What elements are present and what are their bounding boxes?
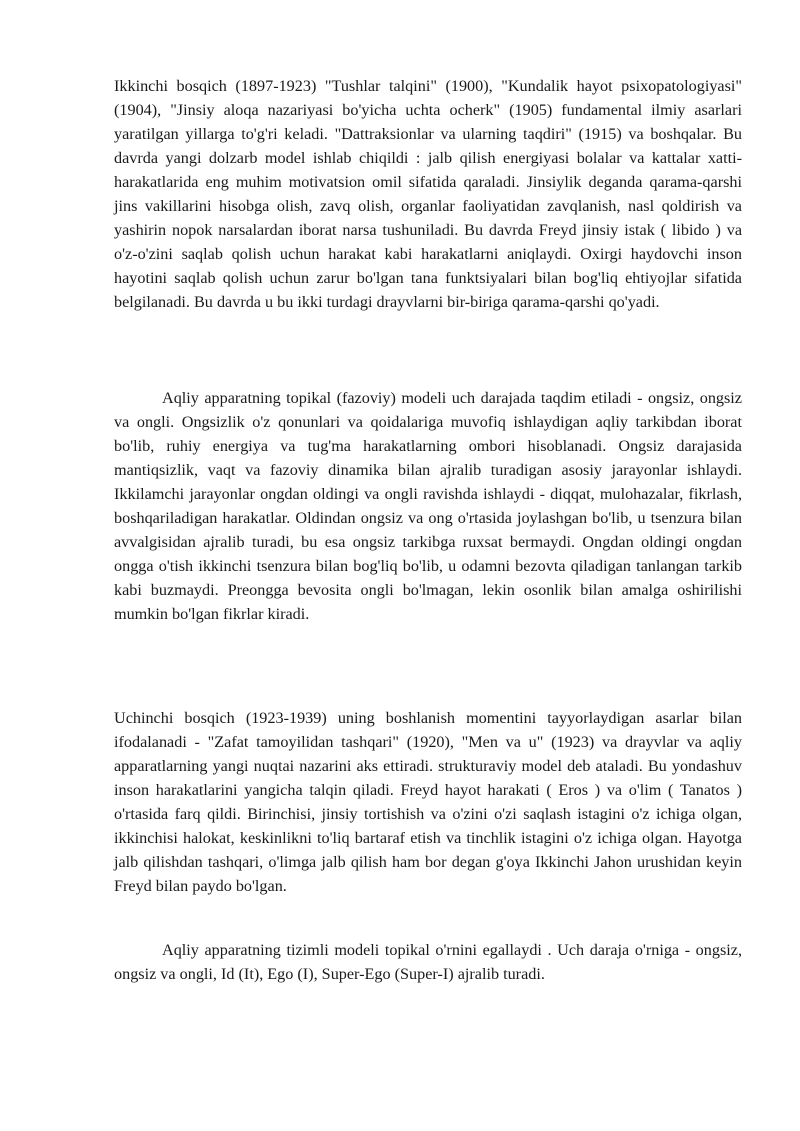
paragraph-text: Aqliy apparatning topikal (fazoviy) modeli uch darajada taqdim etiladi - ongsiz, ongsiz va ongli. Ongsizlik o'z qonunlari va qoidalariga muvofiq ishlaydigan aqliy tarkibdan iborat bo'lib, ruhiy energiya va tug'ma harakatlarning ombori hisoblanadi. Ongsiz darajasida mantiqsizlik, vaqt va fazoviy dinamika bilan ajralib turadigan asosiy jarayonlar ishlaydi. Ikkilamchi jarayonlar ongdan oldingi va ongli ravishda ishlaydi - diqqat, mulohazalar, fikrlash, boshqariladigan harakatlar. Oldindan ongsiz va ong o'rtasida joylashgan bo'lib, u tsenzura bilan avvalgisidan ajralib turadi, bu esa ongsiz tarkibga ruxsat bermaydi. Ongdan oldingi ongdan ongga o'tish ikkinchi tsenzura bilan bog'liq bo'lib, u odamni bezovta qiladigan tanlangan tarkib kabi buzmaydi. Preongga bevosita ongli bo'lmagan, lekin osonlik bilan amalga oshirilishi mumkin bo'lgan fikrlar kiradi.	[114, 389, 742, 623]
paragraph-second-stage	[114, 74, 742, 314]
paragraph-text: Aqliy apparatning tizimli modeli topikal o'rnini egallaydi . Uch daraja o'rniga - ongsiz, ongsiz va ongli, Id (It), Ego (I), Super-Ego (Super-I) ajralib turadi.	[114, 941, 742, 983]
paragraph-topical-model	[114, 386, 742, 626]
paragraph-text: Ikkinchi bosqich (1897-1923) "Tushlar talqini" (1900), "Kundalik hayot psixopatologiyasi" (1904), "Jinsiy aloqa nazariyasi bo'yicha uchta ocherk" (1905) fundamental ilmiy asarlari yaratilgan yillarga to'g'ri keladi. "Dattraksionlar va ularning taqdiri" (1915) va boshqalar. Bu davrda yangi dolzarb model ishlab chiqildi : jalb qilish energiyasi bolalar va kattalar xatti-harakatlarida eng muhim motivatsion omil sifatida qaraladi. Jinsiylik deganda qarama-qarshi jins vakillarini hisobga olish, zavq olish, organlar faoliyatidan zavqlanish, nasl qoldirish va yashirin nopok narsalardan iborat narsa tushuniladi. Bu davrda Freyd jinsiy istak ( libido ) va o'z-o'zini saqlab qolish uchun harakat kabi harakatlarni aniqlaydi. Oxirgi haydovchi inson hayotini saqlab qolish uchun zarur bo'lgan tana funktsiyalari bilan bog'liq ehtiyojlar sifatida belgilanadi. Bu davrda u bu ikki turdagi drayvlarni bir-biriga qarama-qarshi qo'yadi.	[114, 77, 742, 311]
paragraph-text: Uchinchi bosqich (1923-1939) uning boshlanish momentini tayyorlaydigan asarlar bilan ifodalanadi - "Zafat tamoyilidan tashqari" (1920), "Men va u" (1923) va drayvlar va aqliy apparatlarning yangi nuqtai nazarini aks ettiradi. strukturaviy model deb ataladi. Bu yondashuv inson harakatlarini yangicha talqin qiladi. Freyd hayot harakati ( Eros ) va o'lim ( Tanatos ) o'rtasida farq qildi. Birinchisi, jinsiy tortishish va o'zini o'zi saqlash istagini o'z ichiga olgan, ikkinchisi halokat, keskinlikni to'liq bartaraf etish va tinchlik istagini o'z ichiga olgan. Hayotga jalb qilishdan tashqari, o'limga jalb qilish ham bor degan g'oya Ikkinchi Jahon urushidan keyin Freyd bilan paydo bo'lgan.	[114, 709, 742, 895]
paragraph-systemic-model	[114, 938, 742, 986]
paragraph-third-stage	[114, 706, 742, 898]
